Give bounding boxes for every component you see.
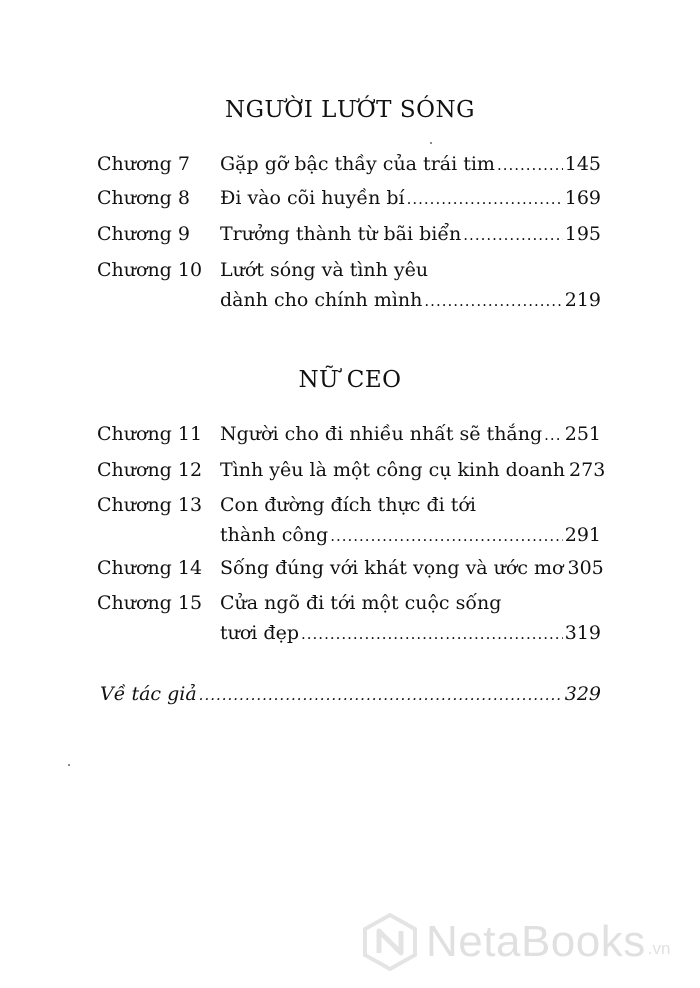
- chapter-title-line-1: Lướt sóng và tình yêu: [220, 259, 429, 281]
- dot-leader: [463, 223, 562, 247]
- chapter-title: Đi vào cõi huyền bí: [220, 187, 405, 209]
- chapter-title: Gặp gỡ bậc thầy của trái tim: [220, 153, 495, 175]
- watermark-brand: NetaBooks: [426, 917, 646, 966]
- toc-entry-chuong-13: [97, 493, 601, 549]
- toc-entry-chuong-9: [97, 222, 601, 246]
- dot-leader: [199, 686, 563, 704]
- page-number: 145: [564, 153, 601, 175]
- chapter-label: Chương 14: [97, 557, 203, 579]
- chapter-label: Chương 12: [97, 459, 203, 481]
- page-number: 251: [564, 423, 601, 445]
- toc-entry-chuong-8: [97, 186, 601, 210]
- toc-entry-chuong-10: [97, 258, 601, 314]
- toc-entry-chuong-15: [97, 591, 601, 647]
- page-number: 329: [564, 683, 601, 705]
- netabooks-watermark: [362, 912, 692, 972]
- toc-entry-chuong-12: [97, 458, 606, 482]
- chapter-title-line-2: thành công: [220, 524, 329, 546]
- section-title-nguoi-luot-song: NGƯỜI LƯỚT SÓNG: [225, 97, 475, 123]
- chapter-title-line-2: dành cho chính mình: [220, 289, 423, 311]
- page-number: 273: [569, 459, 606, 481]
- toc-entry-chuong-7: [97, 152, 601, 176]
- scan-speck: [430, 142, 432, 144]
- page-number: 305: [567, 557, 604, 579]
- about-author-label: Về tác giả: [100, 683, 197, 705]
- chapter-label: Chương 9: [97, 223, 190, 245]
- chapter-title-line-2: tươi đẹp: [220, 622, 299, 644]
- chapter-label: Chương 13: [97, 494, 203, 516]
- page-number: 291: [564, 524, 601, 546]
- page-number: 195: [564, 223, 601, 245]
- dot-leader: [497, 153, 563, 177]
- dot-leader: [424, 289, 562, 313]
- chapter-label: Chương 11: [97, 423, 203, 445]
- dot-leader: [544, 423, 563, 447]
- netabooks-logo-icon: [362, 913, 418, 971]
- toc-entry-chuong-14: [97, 556, 604, 580]
- toc-entry-chuong-11: [97, 422, 601, 446]
- page-number: 319: [564, 622, 601, 644]
- chapter-title: Trưởng thành từ bãi biển: [220, 223, 462, 245]
- chapter-title: Sống đúng với khát vọng và ước mơ: [220, 557, 564, 579]
- chapter-label: Chương 10: [97, 259, 203, 281]
- chapter-title-line-1: Cửa ngõ đi tới một cuộc sống: [220, 592, 502, 614]
- chapter-label: Chương 15: [97, 592, 203, 614]
- section-title-nu-ceo: NỮ CEO: [298, 367, 402, 393]
- chapter-label: Chương 8: [97, 187, 190, 209]
- chapter-title: Người cho đi nhiều nhất sẽ thắng: [220, 423, 543, 445]
- dot-leader: [301, 622, 563, 646]
- chapter-title: Tình yêu là một công cụ kinh doanh: [220, 459, 566, 481]
- page-number: 169: [564, 187, 601, 209]
- watermark-suffix: .vn: [647, 939, 671, 958]
- toc-entry-about-author: [100, 683, 601, 709]
- dot-leader: [330, 524, 563, 548]
- dot-leader: [407, 187, 563, 211]
- page-number: 219: [564, 289, 601, 311]
- scan-speck: [68, 764, 70, 766]
- chapter-title-line-1: Con đường đích thực đi tới: [220, 494, 476, 516]
- chapter-label: Chương 7: [97, 153, 190, 175]
